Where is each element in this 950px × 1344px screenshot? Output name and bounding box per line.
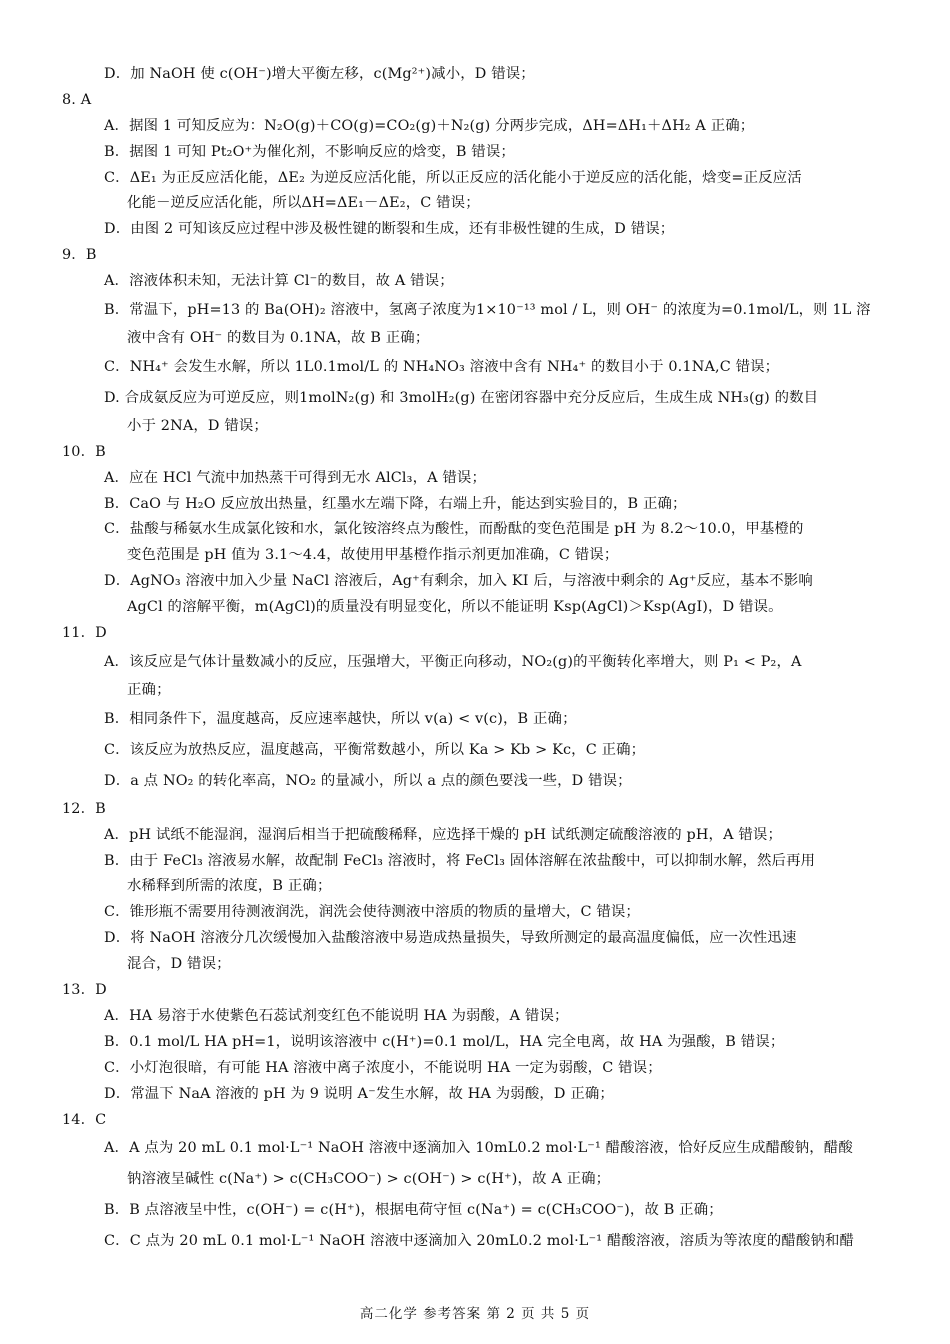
- question-answer-line: 12．B: [62, 800, 106, 817]
- option-explanation-line: B．相同条件下，温度越高，反应速率越快，所以 v(a) < v(c)，B 正确；: [104, 710, 577, 727]
- continuation-line: 小于 2NA，D 错误；: [127, 417, 268, 434]
- option-explanation-line: B．由于 FeCl₃ 溶液易水解，故配制 FeCl₃ 溶液时，将 FeCl₃ 固体溶解在浓盐酸中，可以抑制水解，然后再用: [104, 852, 816, 869]
- question-answer-line: 8. A: [62, 91, 92, 108]
- option-explanation-line: C．C 点为 20 mL 0.1 mol·L⁻¹ NaOH 溶液中逐滴加入 20mL0.2 mol·L⁻¹ 醋酸溶液，溶质为等浓度的醋酸钠和醋: [104, 1233, 855, 1250]
- continuation-line: 变色范围是 pH 值为 3.1～4.4，故使用甲基橙作指示剂更加准确，C 错误；: [127, 547, 619, 564]
- continuation-line: 水稀释到所需的浓度，B 正确；: [127, 878, 332, 895]
- continuation-line: 钠溶液呈碱性 c(Na⁺) > c(CH₃COO⁻) > c(OH⁻) > c(H⁺)，故 A 正确；: [127, 1171, 611, 1188]
- option-explanation-line: C．NH₄⁺ 会发生水解，所以 1L0.1mol/L 的 NH₄NO₃ 溶液中含有 NH₄⁺ 的数目小于 0.1NA,C 错误；: [104, 358, 780, 375]
- question-answer-line: 10．B: [62, 443, 106, 460]
- option-explanation-line: B．0.1 mol/L HA pH=1，说明该溶液中 c(H⁺)=0.1 mol/L，HA 完全电离，故 HA 为强酸，B 错误；: [104, 1033, 785, 1050]
- option-explanation-line: C．锥形瓶不需要用待测液润洗，润洗会使待测液中溶质的物质的量增大，C 错误；: [104, 904, 640, 921]
- option-explanation-line: B．B 点溶液呈中性，c(OH⁻) = c(H⁺)，根据电荷守恒 c(Na⁺) = c(CH₃COO⁻)，故 B 正确；: [104, 1202, 723, 1219]
- option-explanation-line: D．常温下 NaA 溶液的 pH 为 9 说明 A⁻发生水解，故 HA 为弱酸，D 正确；: [104, 1085, 614, 1102]
- option-explanation-line: B．CaO 与 H₂O 反应放出热量，红墨水左端下降，右端上升，能达到实验目的，B 正确；: [104, 495, 687, 512]
- option-explanation-line: D．a 点 NO₂ 的转化率高，NO₂ 的量减小，所以 a 点的颜色要浅一些，D 错误；: [104, 772, 632, 789]
- answer-document: [0, 62, 950, 1257]
- option-explanation-line: D. 合成氨反应为可逆反应，则1molN₂(g) 和 3molH₂(g) 在密闭容器中充分反应后，生成生成 NH₃(g) 的数目: [104, 389, 819, 406]
- question-answer-line: 14．C: [62, 1111, 107, 1128]
- option-explanation-line: A．溶液体积未知，无法计算 Cl⁻的数目，故 A 错误；: [104, 273, 454, 290]
- continuation-line: 化能－逆反应活化能，所以ΔH=ΔE₁－ΔE₂，C 错误；: [127, 195, 480, 212]
- question-answer-line: 13．D: [62, 982, 107, 999]
- option-explanation-line: A．A 点为 20 mL 0.1 mol·L⁻¹ NaOH 溶液中逐滴加入 10mL0.2 mol·L⁻¹ 醋酸溶液，恰好反应生成醋酸钠，醋酸: [104, 1140, 853, 1157]
- option-explanation-line: A．该反应是气体计量数减小的反应，压强增大，平衡正向移动，NO₂(g)的平衡转化率增大，则 P₁ < P₂，A: [104, 653, 802, 670]
- option-explanation-line: D．加 NaOH 使 c(OH⁻)增大平衡左移，c(Mg²⁺)减小，D 错误；: [104, 66, 535, 82]
- option-explanation-line: D．由图 2 可知该反应过程中涉及极性键的断裂和生成，还有非极性键的生成，D 错误；: [104, 221, 675, 238]
- option-explanation-line: D．AgNO₃ 溶液中加入少量 NaCl 溶液后，Ag⁺有剩余，加入 KI 后，与溶液中剩余的 Ag⁺反应，基本不影响: [104, 573, 813, 590]
- page-footer: 高二化学 参考答案 第 2 页 共 5 页: [359, 1306, 591, 1322]
- continuation-line: 混合，D 错误；: [127, 956, 231, 973]
- option-explanation-line: B．常温下，pH=13 的 Ba(OH)₂ 溶液中，氢离子浓度为1×10⁻¹³ mol / L，则 OH⁻ 的浓度为=0.1mol/L，则 1L 溶: [104, 302, 871, 319]
- continuation-line: AgCl 的溶解平衡，m(AgCl)的质量没有明显变化，所以不能证明 Ksp(AgCl)＞Ksp(AgI)，D 错误。: [127, 599, 783, 616]
- option-explanation-line: C．小灯泡很暗，有可能 HA 溶液中离子浓度小，不能说明 HA 一定为弱酸，C 错误；: [104, 1059, 662, 1076]
- option-explanation-line: B．据图 1 可知 Pt₂O⁺为催化剂，不影响反应的焓变，B 错误；: [104, 143, 515, 160]
- option-explanation-line: A．应在 HCl 气流中加热蒸干可得到无水 AlCl₃，A 错误；: [104, 469, 486, 486]
- option-explanation-line: A．据图 1 可知反应为：N₂O(g)＋CO(g)=CO₂(g)＋N₂(g) 分两步完成，ΔH=ΔH₁＋ΔH₂ A 正确；: [104, 117, 755, 134]
- continuation-line: 液中含有 OH⁻ 的数目为 0.1NA，故 B 正确；: [127, 330, 430, 347]
- option-explanation-line: D．将 NaOH 溶液分几次缓慢加入盐酸溶液中易造成热量损失，导致所测定的最高温度偏低，应一次性迅速: [104, 930, 797, 947]
- option-explanation-line: A．pH 试纸不能湿润，湿润后相当于把硫酸稀释，应选择干燥的 pH 试纸测定硫酸溶液的 pH，A 错误；: [104, 826, 782, 843]
- option-explanation-line: A．HA 易溶于水使紫色石蕊试剂变红色不能说明 HA 为弱酸，A 错误；: [104, 1007, 569, 1024]
- question-answer-line: 11．D: [62, 625, 107, 642]
- question-answer-line: 9．B: [62, 247, 97, 264]
- option-explanation-line: C．盐酸与稀氨水生成氯化铵和水，氯化铵溶终点为酸性，而酚酞的变色范围是 pH 为 8.2～10.0，甲基橙的: [104, 521, 804, 538]
- option-explanation-line: C．ΔE₁ 为正反应活化能，ΔE₂ 为逆反应活化能，所以正反应的活化能小于逆反应的活化能，焓变=正反应活: [104, 169, 802, 186]
- option-explanation-line: C．该反应为放热反应，温度越高，平衡常数越小，所以 Ka > Kb > Kc，C 正确；: [104, 741, 646, 758]
- continuation-line: 正确；: [127, 681, 171, 698]
